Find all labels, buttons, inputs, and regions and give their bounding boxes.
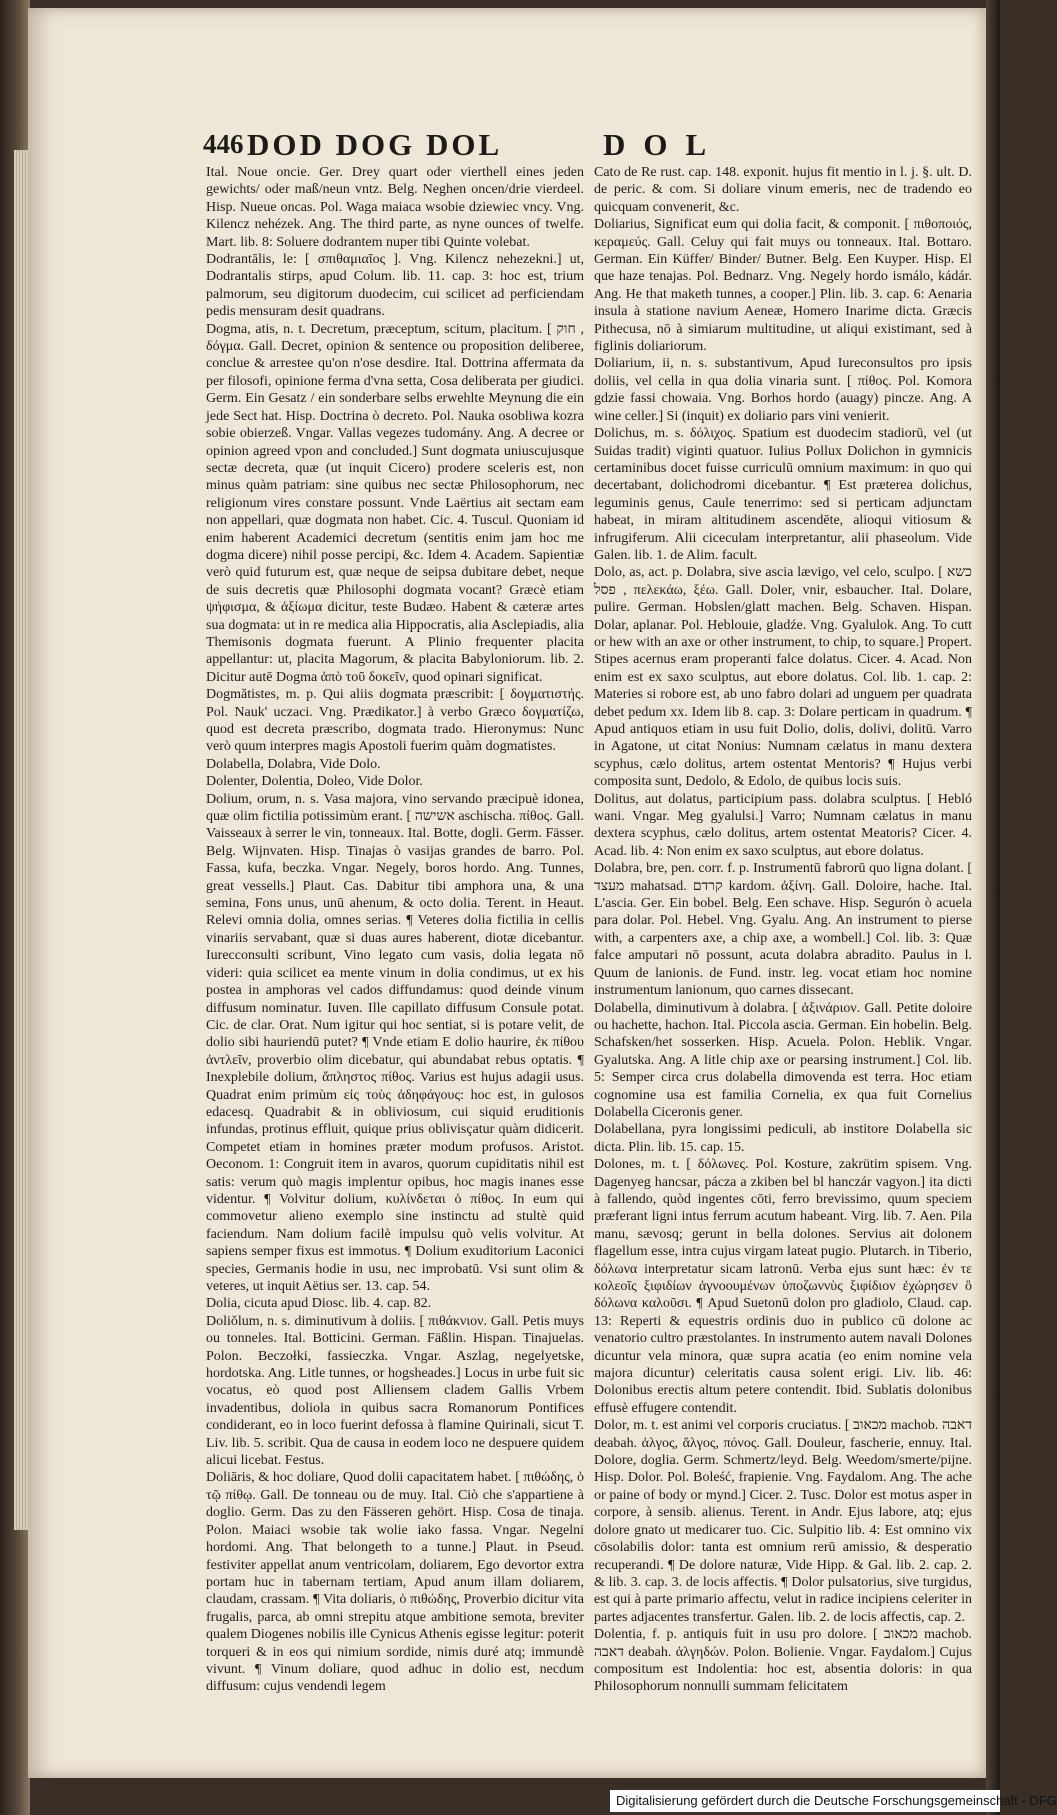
dictionary-entry: Dolones, m. t. [ δόλωνες. Pol. Kosture, zakrütim spisem. Vng. Dagenyeg hancsar, pácza a zkiben bel bl hanczár vagyon.] ita dicti à fallendo, quòd ingentes cōti, ferro brevissimo, quum speciem præferant ligni intus ferrum acutum habeant. Virg. lib. 7. Aen. Pila manu, sævosq; gerunt in bella dolones. Servius ait dolonem flagellum esse, intra cujus virgam lateat pugio. Plutarch. in Tiberio, δόλωνα interpretatur sicam latronū. Verba ejus sunt hæc: ἐν τε κολεοῖς ξιφιδίων ἀγνοουμένων ὑποζωννὺς ξιφίδιον ἐχώρησεν ὃ δόλωνα καλοῦσι. ¶ Apud Suetonū dolon pro gladiolo, Claud. cap. 13: Reperti & equestris ordinis duo in publico cū dolone ac venatorio cultro præstolantes. In instrumento autem navali Dolones dicuntur vela minora, quæ supra acatia (eo enim nomine vela majora dicuntur) celeritatis causa solent erigi. Liv. lib. 46: Dolonibus erectis altum petere contendit. Ibid. Sublatis dolonibus effusè effugere contendit.	[594, 1157, 972, 1416]
dictionary-entry: Dolium, orum, n. s. Vasa majora, vino servando præcipuè idonea, quæ olim fictilia potissimùm erant. [ אשישה aschischa. πίθος. Gall. Vaisseaux à serrer le vin, tonneaux. Ital. Botte, dogli. Germ. Fässer. Belg. Wijnvaten. Hisp. Tinajas ò vasijas grandes de barro. Pol. Fassa, kufa, beczka. Vngar. Negely, boros hordo. Ang. Tunnes, great vessells.] Plaut. Cas. Dabitur tibi amphora una, & una semina, Fons unus, unū ahenum, & octo dolia. Terent. in Heaut. Relevi omnia dolia, omnes serias. ¶ Veteres dolia fictilia in cellis vinariis servabant, quæ si duas aures haberent, diotæ dicebantur. Iurecconsulti scribunt, Vino legato cum vasis, dolia legata nō videri: quia scilicet ea mente vinum in dolia condimus, ut ex his postea in amphoras vel cados diffundamus: quod deinde vinum diffusum nominatur. Iuven. Ille capillato diffusum Consule potat. Cic. de clar. Orat. Num igitur qui hoc sentiat, si is potare velit, de dolio sibi hauriendū putet? ¶ Vnde etiam E dolio haurire, ἐκ πίθου ἀντλεῖν, proverbio olim dicebatur, qui abundabat rebus optatis. ¶ Inexplebile dolium, ἄπληστος πίθος. Varius est hujus adagii usus. Quadrat enim primùm εἰς τοὺς ἀδηφάγους: hoc est, in gulosos edacesq. Quadrabit & in obliviosum, cui siquid eruditionis infundas, protinus effluit, quique prius oblivisçatur quàm didicerit. Competet etiam in homines præter modum profusos. Aristot. Oeconom. 1: Congruit item in avaros, quorum cupiditatis nihil est satis: verum quò magis implentur opibus, hoc magis inanes esse videntur. ¶ Volvitur dolium, κυλίνδεται ὁ πίθος. In eum qui commovetur alieno exemplo sine instinctu ad stultè quid faciendum. Nam dolium facilè impulsu quò velis volvitur. At sapiens semper fixus est immotus. ¶ Dolium exuditorium Laconici species, Germanis hodie in usu, nec improbatū. Vsi sunt olim & veteres, ut inquit Aëtius ser. 13. cap. 54.	[206, 791, 584, 1294]
dictionary-entry: Dolabellana, pyra longissimi pediculi, ab institore Dolabella sic dicta. Plin. lib. 15. cap. 15.	[594, 1122, 972, 1155]
dictionary-entry: Dolitus, aut dolatus, participium pass. dolabra sculptus. [ Hebló wani. Vngar. Meg gyalulsi.] Varro; Numnam cælatus in manu dextera scyphus, cælo dolitus, artem ostentat Meatoris? Cicer. 4. Acad. lib. 4: Non enim ex saxo sculptus, aut ebore dolatus.	[594, 791, 972, 859]
page-stack-edge	[14, 150, 28, 1530]
dictionary-entry: Dolabella, diminutivum à dolabra. [ ἀξινάριον. Gall. Petite doloire ou hachette, hachon. Ital. Piccola ascia. German. Ein hobelin. Belg. Schafsken/het sosserken. Hisp. Acuela. Polon. Heblik. Vngar. Gyalutska. Ang. A litle chip axe or pearsing instrument.] Col. lib. 5: Semper circa crus dolabella dimovenda est terra. Hoc etiam cognomine usa est familia Cornelia, ex qua fuit Cornelius Dolabella Ciceronis gener.	[594, 1000, 972, 1120]
dictionary-entry: Dolia, cicuta apud Diosc. lib. 4. cap. 82.	[206, 1296, 432, 1312]
book-spine-shadow	[986, 0, 1000, 1815]
dictionary-entry: Doliāris, & hoc doliare, Quod dolii capacitatem habet. [ πιθώδης, ὁ τῷ πίθῳ. Gall. De tonneau ou de muy. Ital. Ciò che s'appartiene à doglio. Germ. Das zu den Fässeren gehört. Hisp. Cosa de tinaja. Polon. Maiaci wsobie tak wolie iako fassa. Vngar. Negelni hordomi. Ang. That belongeth to a tunne.] Plaut. in Pseud. festiviter appellat anum ventricolam, doliarem, Ego devortor extra portam huc in tabernam tertiam, Apud anum illam doliarem, claudam, crassam. ¶ Vita doliaris, ὁ πιθώδης, Proverbio dicitur vita frugalis, parca, ab omni strepitu atque ambitione semota, breviter qualem Diogenes nobilis ille Cynicus Athenis egisse legitur: poterit torqueri & in eos qui nimium sordide, nimis duré atq; immundè vivunt. ¶ Vinum doliare, quod adhuc in dolio est, necdum diffusum: cujus vendendi legem	[206, 1470, 584, 1695]
dictionary-entry: Dolenter, Dolentia, Doleo, Vide Dolor.	[206, 774, 423, 790]
dictionary-entry: Dodrantālis, le: [ σπιθαμιαῖος ]. Vng. Kilencz nehezekni.] ut, Dodrantalis stirps, apud Colum. lib. 11. cap. 3: hoc est, trium palmorum, seu digitorum duodecim, cui scilicet ad perficiendam pedis mensuram desit quadrans.	[206, 252, 584, 320]
dictionary-entry: Ital. Noue oncie. Ger. Drey quart oder vierthell eines jeden gewichts/ oder maß/neun vntz. Belg. Neghen oncen/drie vierdeel. Hisp. Nueue oncas. Pol. Waga maiaca wsobie dziewiec vncy. Vng. Kilencz nehézek. Ang. The third parte, as nyne ounces of twelfe. Mart. lib. 8: Soluere dodrantem nuper tibi Quinte volebat.	[206, 165, 584, 250]
dictionary-entry: Dolabra, bre, pen. corr. f. p. Instrumentū fabrorū quo ligna dolant. [ מעצד mahatsad. קרדם kardom. ἀξίνη. Gall. Doloire, hache. Ital. L'ascia. Ger. Ein bobel. Belg. Een schave. Hisp. Segurón ò acuela para dolar. Pol. Hebel. Vng. Gyalu. Ang. An instrument to pierse with, a carpenters axe, a chip axe, a wombell.] Col. lib. 3: Quæ falce amputari nō possunt, acuta dolabra abradito. Paulus in l. Quum de lanionis. de Fund. instr. leg. vocat etiam hoc nomine instrumentum lanionum, quo carnes dissecant.	[594, 861, 972, 999]
dictionary-entry: Dolo, as, act. p. Dolabra, sive ascia lævigo, vel celo, sculpo. [ כשא פסל , πελεκάω, ξέω. Gall. Doler, vnir, esbaucher. Ital. Dolare, pulire. German. Hobslen/glatt machen. Belg. Schaven. Hispan. Dolar, aplanar. Pol. Heblouie, gladźe. Vng. Gyalulok. Ang. To cutt or hew with an axe or other instrument, to chip, to square.] Propert. Stipes acernus eram properanti falce dolatus. Cicer. 4. Acad. Non enim est ex saxo sculptus, aut ebore dolatus. Col. lib. 1. cap. 2: Materies si robore est, ab uno fabro dolari ad unguem per quadrata debet pedum xx. Idem lib 8. cap. 3: Dolare perticam in quadrum. ¶ Apud antiquos etiam in usu fuit Dolio, dolis, dolivi, dolitū. Varro in Agatone, ut citat Nonius: Numnam cælatus in manu dextera scyphus, cælo dolitus, artem ostentat Mentoris? ¶ Hujus verbi composita sunt, Dedolo, & Edolo, de quibus locis suis.	[594, 565, 972, 790]
right-text-column	[594, 164, 972, 1764]
left-column-headwords: DOD DOG DOL	[247, 127, 503, 162]
dictionary-entry: Dolor, m. t. est animi vel corporis cruciatus. [ מכאוב machob. דאבה deabah. ἀλγος, ἄλγος, πόνος. Gall. Douleur, fascherie, ennuy. Ital. Dolore, doglia. Germ. Schmertz/leyd. Belg. Weedom/smerte/pijne. Hisp. Dolor. Pol. Boleść, frapienie. Vng. Faydalom. Ang. The ache or paine of body or mynd.] Cicer. 2. Tusc. Dolor est motus asper in corpore, à sensib. alienus. Terent. in Andr. Ejus labore, atq; ejus dolore gnato ut medicarer tuo. Cic. Sulpitio lib. 4: Est omnino vix cōsolabilis dolor: tanta est omnium rerū amissio, & desperatio recuperandi. ¶ De dolore naturæ, Vide Hipp. & Gal. lib. 2. cap. 2. & lib. 3. cap. 3. de locis affectis. ¶ Dolor pulsatorius, sive turgidus, est qui à parte primario affectu, velut in radice incipiens celeriter in partes adjacentes transfertur. Galen. lib. 2. de locis affectis, cap. 2.	[594, 1418, 972, 1625]
dictionary-entry: Dolichus, m. s. δόλιχος. Spatium est duodecim stadiorū, vel (ut Suidas tradit) viginti quatuor. Iulius Pollux Dolichon in gymnicis certaminibus docet fuisse curriculū omnium maximum: in quo qui decertabant, dolichodromi dicebantur. ¶ Est præterea dolichus, leguminis genus, Caule tenerrimo: sed si perticam adjunctam habeat, in miram altitudinem ascendēte, alioqui vitiosum & infrugiferum. Alii ciceculam interpretantur, alii phaseolum. Vide Galen. lib. 1. de Alim. facult.	[594, 426, 972, 563]
dictionary-entry: Dolabella, Dolabra, Vide Dolo.	[206, 756, 381, 772]
dictionary-entry: Doliarius, Significat eum qui dolia facit, & componit. [ πιθοποιός, κεραμεύς. Gall. Celuy qui fait muys ou tonneaux. Ital. Bottaro. German. Ein Küffer/ Binder/ Butner. Belg. Een Kuyper. Hisp. El que haze tenajas. Pol. Bednarz. Vng. Negely hordo ismálo, kádár. Ang. He that maketh tunnes, a cooper.] Plin. lib. 3. cap. 6: Aenaria insula à statione navium Aeneæ, Homero Inarime dicta. Græcis Pithecusa, nō à simiarum multitudine, ut aliqui existimant, sed à figlinis doliariorum.	[594, 217, 972, 355]
dictionary-entry: Dolentia, f. p. antiquis fuit in usu pro dolore. [ מכאוב machob. דאבה deabah. ἀλγηδών. Polon. Bolienie. Vngar. Faydalom.] Cujus compositum est Indolentia: hoc est, absentia doloris: in qua Philosophorum nonnulli summam felicitatem	[594, 1627, 972, 1695]
right-column-headword: DOL	[603, 127, 725, 162]
left-text-column	[206, 164, 584, 1764]
dictionary-entry: Dogma, atis, n. t. Decretum, præceptum, scitum, placitum. [ חוק , δόγμα. Gall. Decret, opinion & sentence ou proposition deliberee, conclue & arrestee qu'on n'ose desdire. Ital. Dottrina affermata da per filosofi, opinione ferma d'vna setta, Cosa deliberata per giudici. Germ. Ein Gesatz / ein sonderbare selbs erwehlte Meynung die ein jede Sect hat. Hisp. Doctrina ò decreto. Pol. Nauka osobliwa kozra sobie obierzeß. Vngar. Vallas vegezes tudomány. Ang. A decree or opinion agreed vpon and concluded.] Sunt dogmata uniuscujusque sectæ decreta, quæ (ut inquit Cicero) prodere sceleris est, non minus quàm patriam: sine quibus nec sectæ Philosophorum, nec religionum vires constare possunt. Vnde Laërtius ait sectam eam non appellari, quæ dogmata non habet. Cic. 4. Tuscul. Quoniam id enim haberent Academici decretum (sentitis enim jam hoc me dogma dicere) nihil posse percipi, &c. Idem 4. Academ. Sapientiæ verò quid futurum est, quæ neque de seipsa dubitare debet, neque de suis decretis quæ Philosophi dogmata vocant? Græcè etiam ψήφισμα, & ἀξίωμα dicitur, teste Budæo. Habent & cæteræ artes sua dogmata: ut in re medica alia Hippocratis, alia Asclepiadis, alia Themisonis dogmata fuerunt. A Plinio frequenter placita appellantur: ut, placita Magorum, & placita Babyloniorum. lib. 2. Dicitur autē Dogma ἀπὸ τοῦ δοκεῖν, quod opinari significat.	[206, 321, 585, 685]
dictionary-entry: Doliŏlum, n. s. diminutivum à doliis. [ πιθάκνιον. Gall. Petis muys ou tonneles. Ital. Botticini. German. Fäßlin. Hispan. Tinajuelas. Polon. Beczołki, fassieczka. Vngar. Aszlag, negelyetske, hordotska. Ang. Litle tunnes, or hogsheades.] Locus in urbe fuit sic vocatus, eò quod post Alliensem cladem Gallis Vrbem invadentibus, doliola in quibus sacra Romanorum Pontifices condiderant, eo in loco fuerint defossa à flamine Quirinali, sicut T. Liv. lib. 5. scribit. Qua de causa in eodem loco ne despuere quidem alicui licebat. Festus.	[206, 1313, 584, 1469]
page-header	[203, 127, 825, 163]
dictionary-entry: Doliarium, ii, n. s. substantivum, Apud Iureconsultos pro ipsis doliis, vel cella in qua dolia vinaria sunt. [ πίθος. Pol. Komora gdzie fassi chowaia. Vng. Borhos hordo (auagy) pincze. Ang. A wine celler.] Si (inquit) ex doliario pars vini venierit.	[594, 356, 972, 424]
digitization-credit-footer: Digitalisierung gefördert durch die Deutsche Forschungsgemeinschaft - DFG	[610, 1790, 1000, 1812]
dictionary-entry: Cato de Re rust. cap. 148. exponit. hujus fit mentio in l. j. §. ult. D. de peric. & com. Si doliare vinum emeris, nec de tradendo eo quicquam convenerit, &c.	[594, 165, 972, 215]
page-number: 446	[203, 129, 244, 159]
dictionary-entry: Dogmătistes, m. p. Qui aliis dogmata præscribit: [ δογματιστής. Pol. Nauk' uczaci. Vng. Prædikator.] à verbo Græco δογματίζω, quod est decreta præscribo, dogmata trado. Hieronymus: Nunc verò quum interpres magis Apostoli fuerim quàm dogmatistes.	[206, 687, 584, 755]
